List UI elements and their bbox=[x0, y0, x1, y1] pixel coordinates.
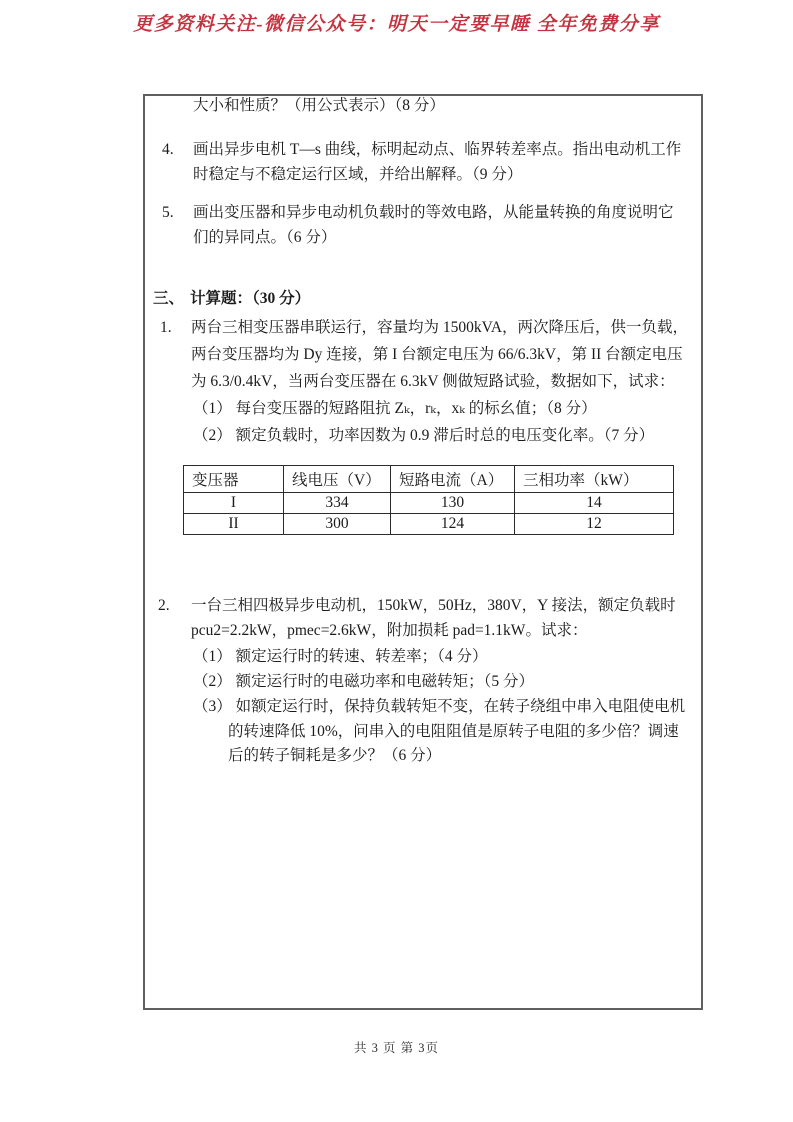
table-header-transformer: 变压器 bbox=[184, 466, 284, 493]
calc-1-subitem-1: （1） 每台变压器的短路阻抗 Zₖ，rₖ，xₖ 的标幺值；（8 分） bbox=[193, 400, 597, 417]
calc-2-subitem-1: （1） 额定运行时的转速、转差率；（4 分） bbox=[193, 648, 488, 665]
calc-2-subitem-3: （3） 如额定运行时，保持负载转矩不变，在转子绕组中串入电阻使电机 bbox=[193, 698, 686, 715]
table-cell: 334 bbox=[284, 493, 391, 514]
calc-2-number: 2. bbox=[158, 597, 170, 614]
question-5-number: 5. bbox=[162, 204, 174, 221]
calc-1-subitem-2: （2） 额定负载时，功率因数为 0.9 滞后时总的电压变化率。（7 分） bbox=[193, 427, 655, 444]
question-4-line-2: 时稳定与不稳定运行区域，并给出解释。（9 分） bbox=[193, 166, 523, 183]
table-cell: 300 bbox=[284, 514, 391, 535]
calc-2-subitem-2: （2） 额定运行时的电磁功率和电磁转矩；（5 分） bbox=[193, 673, 535, 690]
calc-1-line-2: 两台变压器均为 Dy 连接，第 I 台额定电压为 66/6.3kV，第 II 台额定电压 bbox=[191, 346, 683, 363]
question-5-line-1: 画出变压器和异步电动机负载时的等效电路，从能量转换的角度说明它 bbox=[193, 204, 674, 221]
table-row bbox=[184, 514, 674, 535]
table-cell: 130 bbox=[391, 493, 515, 514]
calc-2-subitem-3-cont-2: 后的转子铜耗是多少？（6 分） bbox=[228, 747, 442, 764]
table-header-row bbox=[184, 466, 674, 493]
table-cell: II bbox=[184, 514, 284, 535]
section-3-number: 三、 bbox=[153, 290, 185, 307]
promo-banner: 更多资料关注-微信公众号：明天一定要早睡 全年免费分享 bbox=[133, 14, 660, 35]
calc-2-subitem-3-cont-1: 的转速降低 10%，问串入的电阻阻值是原转子电阻的多少倍？调速 bbox=[228, 723, 679, 740]
calc-2-line-1: 一台三相四极异步电动机，150kW，50Hz，380V，Y 接法，额定负载时 bbox=[191, 597, 676, 614]
calc-1-line-3: 为 6.3/0.4kV，当两台变压器在 6.3kV 侧做短路试验，数据如下，试求： bbox=[191, 373, 675, 390]
calc-1-number: 1. bbox=[160, 319, 172, 336]
question-4-line-1: 画出异步电机 T—s 曲线，标明起动点、临界转差率点。指出电动机工作 bbox=[193, 141, 682, 158]
table-row bbox=[184, 493, 674, 514]
calc-2-line-2: pcu2=2.2kW，pmec=2.6kW，附加损耗 pad=1.1kW。试求： bbox=[191, 622, 588, 639]
table-header-line-voltage: 线电压（V） bbox=[284, 466, 391, 493]
table-header-short-circuit-current: 短路电流（A） bbox=[391, 466, 515, 493]
table-header-three-phase-power: 三相功率（kW） bbox=[515, 466, 674, 493]
question-5-line-2: 们的异同点。（6 分） bbox=[193, 229, 337, 246]
page-number: 共 3 页 第 3页 bbox=[353, 1041, 439, 1055]
question-4-number: 4. bbox=[162, 141, 174, 158]
table-cell: I bbox=[184, 493, 284, 514]
transformer-data-table bbox=[183, 465, 674, 535]
table-cell: 14 bbox=[515, 493, 674, 514]
section-3-title: 计算题：（30 分） bbox=[190, 290, 311, 307]
table-cell: 124 bbox=[391, 514, 515, 535]
calc-1-line-1: 两台三相变压器串联运行，容量均为 1500kVA，两次降压后，供一负载， bbox=[191, 319, 689, 336]
table-cell: 12 bbox=[515, 514, 674, 535]
question-3-continuation: 大小和性质？（用公式表示）（8 分） bbox=[193, 97, 445, 114]
